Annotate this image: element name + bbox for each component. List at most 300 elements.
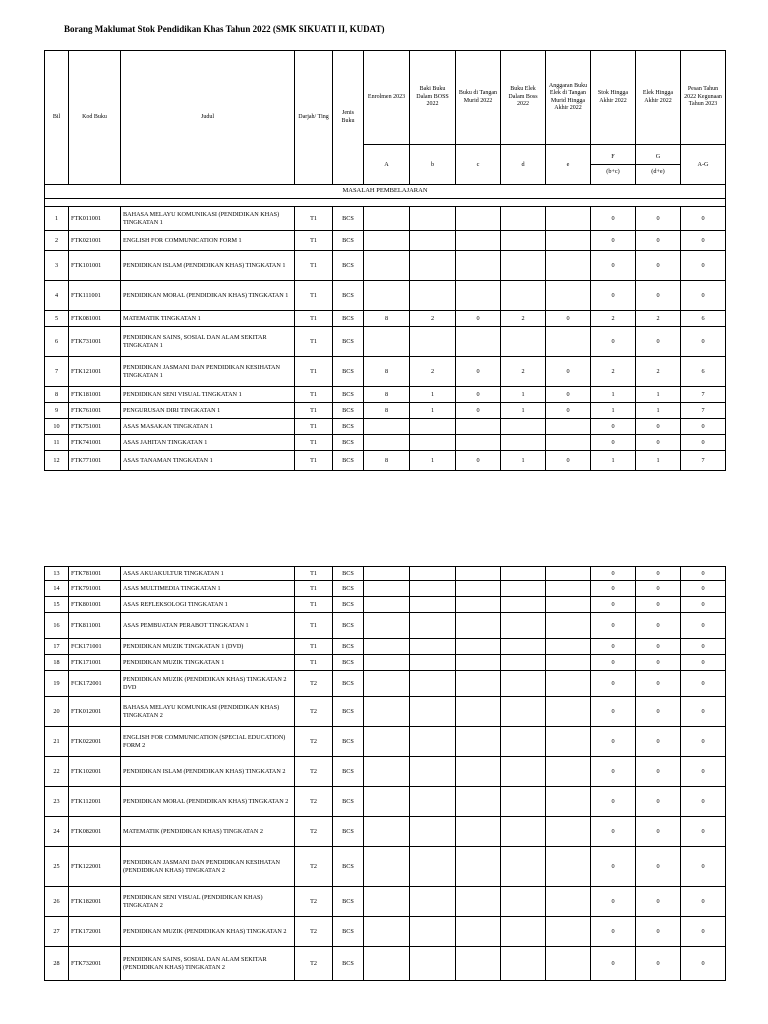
cell-kod: FTK102001 bbox=[69, 757, 121, 787]
cell-ag: 0 bbox=[681, 917, 726, 947]
cell-jenis: BCS bbox=[333, 451, 364, 471]
cell-bil: 27 bbox=[45, 917, 69, 947]
cell-judul: PENDIDIKAN MORAL (PENDIDIKAN KHAS) TINGKATAN 1 bbox=[121, 281, 295, 311]
code-e: e bbox=[546, 145, 591, 185]
cell-kod: FTK171001 bbox=[69, 655, 121, 671]
cell-d: 2 bbox=[501, 311, 546, 327]
cell-ag: 0 bbox=[681, 697, 726, 727]
code-g-formula: (d+e) bbox=[651, 168, 665, 175]
cell-g: 0 bbox=[636, 207, 681, 231]
cell-ting: T2 bbox=[295, 787, 333, 817]
cell-kod: FTK121001 bbox=[69, 357, 121, 387]
cell-ag: 0 bbox=[681, 787, 726, 817]
cell-judul: PENDIDIKAN SAINS, SOSIAL DAN ALAM SEKITAR TINGKATAN 1 bbox=[121, 327, 295, 357]
cell-bil: 24 bbox=[45, 817, 69, 847]
cell-ag: 0 bbox=[681, 327, 726, 357]
cell-jenis: BCS bbox=[333, 655, 364, 671]
cell-e bbox=[546, 639, 591, 655]
cell-g: 0 bbox=[636, 757, 681, 787]
cell-a bbox=[364, 787, 410, 817]
code-f bbox=[591, 145, 636, 185]
cell-c bbox=[456, 655, 501, 671]
cell-a bbox=[364, 817, 410, 847]
cell-b: 1 bbox=[410, 403, 456, 419]
cell-e bbox=[546, 613, 591, 639]
cell-ting: T1 bbox=[295, 451, 333, 471]
cell-judul: PENDIDIKAN JASMANI DAN PENDIDIKAN KESIHATAN TINGKATAN 1 bbox=[121, 357, 295, 387]
cell-jenis: BCS bbox=[333, 671, 364, 697]
cell-b: 2 bbox=[410, 357, 456, 387]
code-g bbox=[636, 145, 681, 185]
cell-ag: 0 bbox=[681, 757, 726, 787]
cell-b bbox=[410, 639, 456, 655]
cell-judul: BAHASA MELAYU KOMUNIKASI (PENDIDIKAN KHAS) TINGKATAN 2 bbox=[121, 697, 295, 727]
stock-table-top bbox=[44, 50, 726, 471]
cell-judul: MATEMATIK TINGKATAN 1 bbox=[121, 311, 295, 327]
cell-jenis: BCS bbox=[333, 251, 364, 281]
table-row bbox=[45, 727, 726, 757]
cell-kod: FTK111001 bbox=[69, 281, 121, 311]
cell-ag: 0 bbox=[681, 639, 726, 655]
cell-jenis: BCS bbox=[333, 787, 364, 817]
cell-jenis: BCS bbox=[333, 697, 364, 727]
cell-bil: 10 bbox=[45, 419, 69, 435]
cell-judul: PENDIDIKAN MUZIK TINGKATAN 1 (DVD) bbox=[121, 639, 295, 655]
cell-c: 0 bbox=[456, 311, 501, 327]
cell-d bbox=[501, 847, 546, 887]
cell-ag: 0 bbox=[681, 251, 726, 281]
cell-judul: MATEMATIK (PENDIDIKAN KHAS) TINGKATAN 2 bbox=[121, 817, 295, 847]
table-row bbox=[45, 419, 726, 435]
cell-a bbox=[364, 231, 410, 251]
cell-judul: PENGURUSAN DIRI TINGKATAN 1 bbox=[121, 403, 295, 419]
cell-g: 2 bbox=[636, 357, 681, 387]
cell-e bbox=[546, 655, 591, 671]
table-body-top bbox=[45, 207, 726, 471]
cell-e bbox=[546, 757, 591, 787]
cell-f: 0 bbox=[591, 613, 636, 639]
header-buku-elek: Buku Elek Dalam Boss 2022 bbox=[501, 51, 546, 145]
cell-kod: FTK082001 bbox=[69, 817, 121, 847]
cell-kod: FTK781001 bbox=[69, 567, 121, 581]
cell-e bbox=[546, 419, 591, 435]
cell-kod: FTK122001 bbox=[69, 847, 121, 887]
table-row bbox=[45, 387, 726, 403]
cell-jenis: BCS bbox=[333, 817, 364, 847]
cell-kod: FTK112001 bbox=[69, 787, 121, 817]
cell-g: 0 bbox=[636, 581, 681, 597]
cell-ag: 0 bbox=[681, 887, 726, 917]
cell-bil: 20 bbox=[45, 697, 69, 727]
spacer-row bbox=[45, 199, 726, 207]
cell-kod: FTK741001 bbox=[69, 435, 121, 451]
cell-g: 0 bbox=[636, 947, 681, 981]
cell-ag: 0 bbox=[681, 207, 726, 231]
cell-e bbox=[546, 231, 591, 251]
cell-ting: T1 bbox=[295, 251, 333, 281]
cell-bil: 22 bbox=[45, 757, 69, 787]
cell-f: 0 bbox=[591, 639, 636, 655]
cell-f: 2 bbox=[591, 311, 636, 327]
cell-judul: PENDIDIKAN ISLAM (PENDIDIKAN KHAS) TINGKATAN 1 bbox=[121, 251, 295, 281]
cell-jenis: BCS bbox=[333, 847, 364, 887]
cell-kod: FTK081001 bbox=[69, 311, 121, 327]
cell-a: 8 bbox=[364, 403, 410, 419]
cell-ting: T1 bbox=[295, 655, 333, 671]
cell-bil: 16 bbox=[45, 613, 69, 639]
cell-b bbox=[410, 727, 456, 757]
cell-e: 0 bbox=[546, 451, 591, 471]
cell-g: 0 bbox=[636, 887, 681, 917]
cell-bil: 14 bbox=[45, 581, 69, 597]
cell-ting: T2 bbox=[295, 947, 333, 981]
cell-a bbox=[364, 887, 410, 917]
cell-e bbox=[546, 567, 591, 581]
cell-jenis: BCS bbox=[333, 403, 364, 419]
cell-b bbox=[410, 435, 456, 451]
cell-kod: FTK731001 bbox=[69, 327, 121, 357]
cell-kod: FTK732001 bbox=[69, 947, 121, 981]
cell-b: 1 bbox=[410, 451, 456, 471]
cell-g: 0 bbox=[636, 597, 681, 613]
table-row bbox=[45, 581, 726, 597]
cell-f: 0 bbox=[591, 435, 636, 451]
cell-ting: T2 bbox=[295, 727, 333, 757]
cell-g: 0 bbox=[636, 655, 681, 671]
cell-ag: 0 bbox=[681, 597, 726, 613]
cell-judul: ASAS PEMBUATAN PERABOT TINGKATAN 1 bbox=[121, 613, 295, 639]
cell-d bbox=[501, 697, 546, 727]
cell-g: 0 bbox=[636, 697, 681, 727]
cell-jenis: BCS bbox=[333, 387, 364, 403]
cell-ag: 0 bbox=[681, 947, 726, 981]
cell-e: 0 bbox=[546, 403, 591, 419]
cell-judul: PENDIDIKAN MUZIK (PENDIDIKAN KHAS) TINGKATAN 2 bbox=[121, 917, 295, 947]
cell-g: 2 bbox=[636, 311, 681, 327]
cell-ag: 6 bbox=[681, 357, 726, 387]
cell-bil: 13 bbox=[45, 567, 69, 581]
cell-kod: FTK791001 bbox=[69, 581, 121, 597]
cell-e bbox=[546, 435, 591, 451]
table-row bbox=[45, 281, 726, 311]
cell-f: 0 bbox=[591, 419, 636, 435]
header-stok: Stok Hingga Akhir 2022 bbox=[591, 51, 636, 145]
cell-ag: 7 bbox=[681, 403, 726, 419]
cell-b: 1 bbox=[410, 387, 456, 403]
cell-kod: FTK011001 bbox=[69, 207, 121, 231]
table-row bbox=[45, 597, 726, 613]
cell-jenis: BCS bbox=[333, 597, 364, 613]
cell-c bbox=[456, 327, 501, 357]
cell-d bbox=[501, 581, 546, 597]
cell-bil: 4 bbox=[45, 281, 69, 311]
cell-g: 0 bbox=[636, 847, 681, 887]
cell-b bbox=[410, 327, 456, 357]
cell-d: 1 bbox=[501, 451, 546, 471]
table-row bbox=[45, 917, 726, 947]
cell-f: 0 bbox=[591, 697, 636, 727]
cell-bil: 19 bbox=[45, 671, 69, 697]
cell-ting: T1 bbox=[295, 327, 333, 357]
code-f-letter: F bbox=[591, 153, 635, 165]
cell-ting: T2 bbox=[295, 671, 333, 697]
cell-g: 0 bbox=[636, 817, 681, 847]
table-row bbox=[45, 697, 726, 727]
cell-a bbox=[364, 597, 410, 613]
cell-c bbox=[456, 567, 501, 581]
cell-bil: 8 bbox=[45, 387, 69, 403]
table-row bbox=[45, 947, 726, 981]
cell-c bbox=[456, 887, 501, 917]
header-enrolmen: Enrolmen 2023 bbox=[364, 51, 410, 145]
cell-d bbox=[501, 251, 546, 281]
cell-ting: T1 bbox=[295, 435, 333, 451]
cell-a bbox=[364, 327, 410, 357]
section-row bbox=[45, 185, 726, 199]
cell-bil: 28 bbox=[45, 947, 69, 981]
cell-ag: 0 bbox=[681, 817, 726, 847]
cell-a bbox=[364, 847, 410, 887]
header-kod-buku: Kod Buku bbox=[69, 51, 121, 185]
cell-bil: 7 bbox=[45, 357, 69, 387]
cell-f: 0 bbox=[591, 207, 636, 231]
cell-e bbox=[546, 727, 591, 757]
cell-c bbox=[456, 727, 501, 757]
code-f-formula: (b+c) bbox=[606, 168, 620, 175]
cell-c: 0 bbox=[456, 387, 501, 403]
code-c: c bbox=[456, 145, 501, 185]
cell-ag: 7 bbox=[681, 387, 726, 403]
cell-f: 0 bbox=[591, 655, 636, 671]
cell-e bbox=[546, 847, 591, 887]
cell-jenis: BCS bbox=[333, 613, 364, 639]
cell-f: 1 bbox=[591, 451, 636, 471]
cell-ag: 0 bbox=[681, 567, 726, 581]
cell-ting: T2 bbox=[295, 847, 333, 887]
code-d: d bbox=[501, 145, 546, 185]
table-row bbox=[45, 671, 726, 697]
cell-a bbox=[364, 207, 410, 231]
cell-a: 8 bbox=[364, 357, 410, 387]
cell-a bbox=[364, 419, 410, 435]
cell-ag: 0 bbox=[681, 231, 726, 251]
cell-a bbox=[364, 757, 410, 787]
cell-ting: T1 bbox=[295, 639, 333, 655]
table-row bbox=[45, 451, 726, 471]
cell-bil: 23 bbox=[45, 787, 69, 817]
cell-d bbox=[501, 917, 546, 947]
cell-jenis: BCS bbox=[333, 757, 364, 787]
table-row bbox=[45, 251, 726, 281]
cell-e bbox=[546, 207, 591, 231]
cell-a bbox=[364, 639, 410, 655]
code-a: A bbox=[364, 145, 410, 185]
cell-g: 0 bbox=[636, 639, 681, 655]
cell-a bbox=[364, 947, 410, 981]
cell-bil: 17 bbox=[45, 639, 69, 655]
cell-d bbox=[501, 655, 546, 671]
cell-d: 1 bbox=[501, 403, 546, 419]
header-judul: Judul bbox=[121, 51, 295, 185]
cell-c bbox=[456, 419, 501, 435]
cell-d bbox=[501, 327, 546, 357]
cell-a bbox=[364, 435, 410, 451]
cell-c bbox=[456, 947, 501, 981]
cell-judul: PENDIDIKAN JASMANI DAN PENDIDIKAN KESIHATAN (PENDIDIKAN KHAS) TINGKATAN 2 bbox=[121, 847, 295, 887]
cell-e bbox=[546, 251, 591, 281]
cell-c bbox=[456, 787, 501, 817]
cell-c bbox=[456, 251, 501, 281]
cell-f: 0 bbox=[591, 727, 636, 757]
code-g-letter: G bbox=[636, 153, 680, 165]
cell-jenis: BCS bbox=[333, 567, 364, 581]
cell-jenis: BCS bbox=[333, 327, 364, 357]
cell-a bbox=[364, 671, 410, 697]
cell-e: 0 bbox=[546, 311, 591, 327]
header-bil: Bil bbox=[45, 51, 69, 185]
cell-c bbox=[456, 207, 501, 231]
cell-d bbox=[501, 757, 546, 787]
cell-a bbox=[364, 613, 410, 639]
cell-jenis: BCS bbox=[333, 727, 364, 757]
cell-jenis: BCS bbox=[333, 639, 364, 655]
cell-b bbox=[410, 597, 456, 613]
cell-d bbox=[501, 597, 546, 613]
cell-c: 0 bbox=[456, 451, 501, 471]
cell-bil: 12 bbox=[45, 451, 69, 471]
cell-d bbox=[501, 671, 546, 697]
cell-ting: T2 bbox=[295, 887, 333, 917]
cell-c bbox=[456, 917, 501, 947]
cell-ag: 7 bbox=[681, 451, 726, 471]
cell-b bbox=[410, 887, 456, 917]
cell-ting: T1 bbox=[295, 357, 333, 387]
table-body-bottom bbox=[45, 567, 726, 981]
table-row bbox=[45, 403, 726, 419]
cell-ag: 0 bbox=[681, 419, 726, 435]
cell-f: 0 bbox=[591, 947, 636, 981]
cell-ting: T1 bbox=[295, 613, 333, 639]
cell-a bbox=[364, 917, 410, 947]
cell-g: 0 bbox=[636, 917, 681, 947]
cell-b bbox=[410, 671, 456, 697]
table-row bbox=[45, 639, 726, 655]
cell-bil: 18 bbox=[45, 655, 69, 671]
cell-judul: PENDIDIKAN ISLAM (PENDIDIKAN KHAS) TINGKATAN 2 bbox=[121, 757, 295, 787]
cell-bil: 25 bbox=[45, 847, 69, 887]
section-label: MASALAH PEMBELAJARAN bbox=[45, 185, 726, 199]
cell-ag: 0 bbox=[681, 581, 726, 597]
cell-kod: FTK022001 bbox=[69, 727, 121, 757]
cell-d bbox=[501, 613, 546, 639]
cell-b bbox=[410, 207, 456, 231]
cell-g: 0 bbox=[636, 231, 681, 251]
cell-jenis: BCS bbox=[333, 917, 364, 947]
cell-ting: T1 bbox=[295, 311, 333, 327]
cell-jenis: BCS bbox=[333, 281, 364, 311]
cell-kod: FCK171001 bbox=[69, 639, 121, 655]
code-ag: A-G bbox=[681, 145, 726, 185]
cell-kod: FTK101001 bbox=[69, 251, 121, 281]
cell-g: 0 bbox=[636, 251, 681, 281]
cell-e bbox=[546, 947, 591, 981]
cell-e bbox=[546, 787, 591, 817]
cell-d bbox=[501, 947, 546, 981]
cell-g: 0 bbox=[636, 567, 681, 581]
cell-judul: ASAS AKUAKULTUR TINGKATAN 1 bbox=[121, 567, 295, 581]
cell-bil: 9 bbox=[45, 403, 69, 419]
cell-a bbox=[364, 581, 410, 597]
cell-f: 0 bbox=[591, 281, 636, 311]
cell-c bbox=[456, 847, 501, 887]
cell-g: 1 bbox=[636, 387, 681, 403]
cell-bil: 3 bbox=[45, 251, 69, 281]
cell-g: 0 bbox=[636, 281, 681, 311]
cell-kod: FTK172001 bbox=[69, 917, 121, 947]
cell-c: 0 bbox=[456, 403, 501, 419]
cell-jenis: BCS bbox=[333, 947, 364, 981]
table-row bbox=[45, 887, 726, 917]
cell-judul: ENGLISH FOR COMMUNICATION FORM 1 bbox=[121, 231, 295, 251]
cell-f: 0 bbox=[591, 231, 636, 251]
code-b: b bbox=[410, 145, 456, 185]
table-row bbox=[45, 357, 726, 387]
cell-judul: PENDIDIKAN SENI VISUAL TINGKATAN 1 bbox=[121, 387, 295, 403]
cell-b bbox=[410, 817, 456, 847]
cell-e bbox=[546, 887, 591, 917]
cell-a: 8 bbox=[364, 451, 410, 471]
cell-c bbox=[456, 613, 501, 639]
cell-a bbox=[364, 727, 410, 757]
header-anggaran: Anggaran Buku Elek di Tangan Murid Hingga Akhir 2022 bbox=[546, 51, 591, 145]
cell-f: 0 bbox=[591, 787, 636, 817]
cell-g: 0 bbox=[636, 787, 681, 817]
cell-d: 1 bbox=[501, 387, 546, 403]
cell-ting: T1 bbox=[295, 567, 333, 581]
stock-table-bottom bbox=[44, 566, 726, 981]
cell-b bbox=[410, 251, 456, 281]
cell-ag: 0 bbox=[681, 281, 726, 311]
cell-jenis: BCS bbox=[333, 357, 364, 387]
cell-jenis: BCS bbox=[333, 887, 364, 917]
cell-f: 0 bbox=[591, 251, 636, 281]
table-row bbox=[45, 757, 726, 787]
cell-d bbox=[501, 435, 546, 451]
cell-a: 8 bbox=[364, 311, 410, 327]
cell-b bbox=[410, 281, 456, 311]
table-row bbox=[45, 817, 726, 847]
cell-g: 1 bbox=[636, 451, 681, 471]
cell-d bbox=[501, 787, 546, 817]
cell-f: 1 bbox=[591, 387, 636, 403]
cell-ting: T2 bbox=[295, 757, 333, 787]
cell-ting: T1 bbox=[295, 207, 333, 231]
cell-judul: ASAS JAHITAN TINGKATAN 1 bbox=[121, 435, 295, 451]
cell-ag: 0 bbox=[681, 847, 726, 887]
cell-f: 0 bbox=[591, 887, 636, 917]
cell-judul: ASAS MASAKAN TINGKATAN 1 bbox=[121, 419, 295, 435]
table-row bbox=[45, 207, 726, 231]
cell-d bbox=[501, 419, 546, 435]
cell-a bbox=[364, 655, 410, 671]
header-pesan: Pesan Tahun 2022 Kegunaan Tahun 2023 bbox=[681, 51, 726, 145]
cell-d bbox=[501, 567, 546, 581]
cell-b bbox=[410, 419, 456, 435]
cell-b bbox=[410, 947, 456, 981]
cell-judul: PENDIDIKAN MUZIK TINGKATAN 1 bbox=[121, 655, 295, 671]
cell-kod: FCK172001 bbox=[69, 671, 121, 697]
cell-f: 2 bbox=[591, 357, 636, 387]
